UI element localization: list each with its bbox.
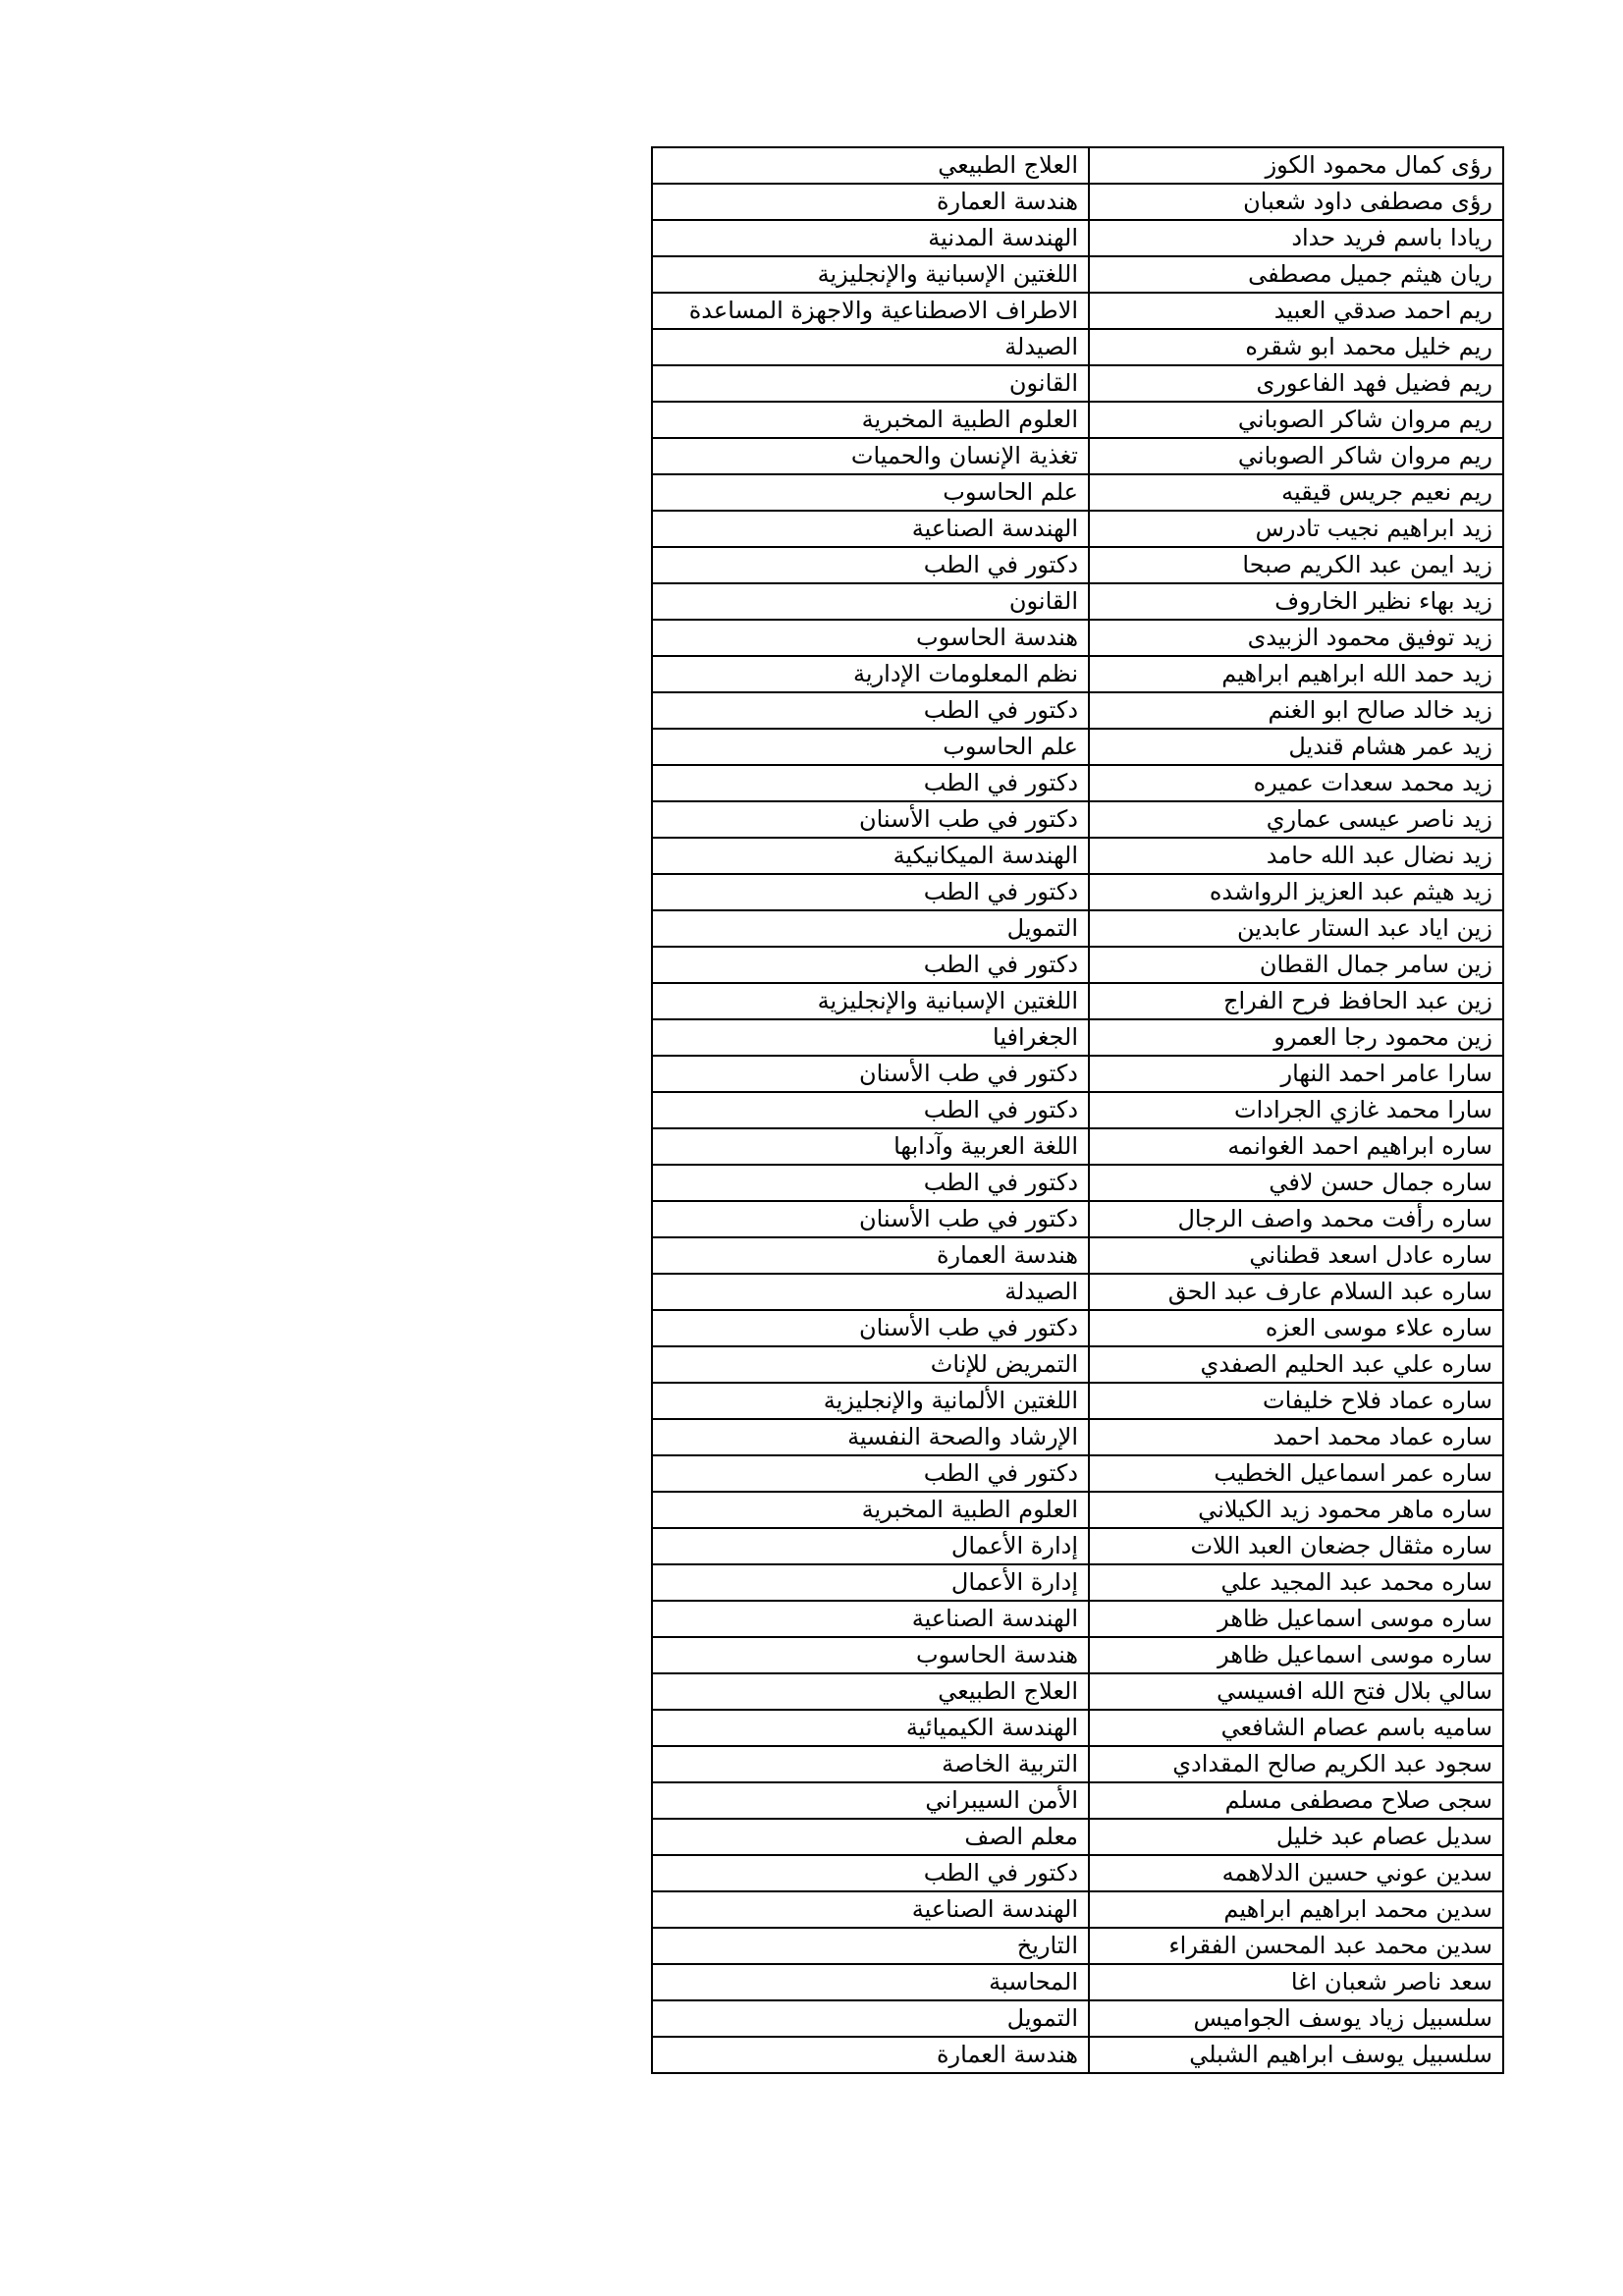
student-name-cell: ريم نعيم جريس قيقيه <box>1089 474 1503 511</box>
major-cell: الهندسة الصناعية <box>652 1601 1089 1637</box>
student-name-cell: ريم مروان شاكر الصوباني <box>1089 438 1503 474</box>
table-row <box>652 184 1503 220</box>
student-name-cell: ريان هيثم جميل مصطفى <box>1089 256 1503 293</box>
table-row <box>652 947 1503 983</box>
table-row <box>652 1019 1503 1056</box>
student-name-cell: ريم احمد صدقي العبيد <box>1089 293 1503 329</box>
table-row <box>652 1928 1503 1964</box>
student-name-cell: سديل عصام عبد خليل <box>1089 1819 1503 1855</box>
student-name-cell: ساره عماد فلاح خليفات <box>1089 1383 1503 1419</box>
major-cell: التمريض للإناث <box>652 1346 1089 1383</box>
students-table <box>651 146 1504 2074</box>
major-cell: دكتور في الطب <box>652 1455 1089 1492</box>
table-row <box>652 765 1503 801</box>
table-row <box>652 1819 1503 1855</box>
student-name-cell: زيد نضال عبد الله حامد <box>1089 838 1503 874</box>
table-row <box>652 1165 1503 1201</box>
student-name-cell: زيد ايمن عبد الكريم صبحا <box>1089 547 1503 583</box>
student-name-cell: زيد توفيق محمود الزبيدى <box>1089 620 1503 656</box>
major-cell: القانون <box>652 583 1089 620</box>
major-cell: العلاج الطبيعي <box>652 147 1089 184</box>
table-row <box>652 402 1503 438</box>
table-row <box>652 1710 1503 1746</box>
major-cell: العلوم الطبية المخبرية <box>652 402 1089 438</box>
student-name-cell: سارا محمد غازي الجرادات <box>1089 1092 1503 1128</box>
student-name-cell: رؤى كمال محمود الكوز <box>1089 147 1503 184</box>
major-cell: الاطراف الاصطناعية والاجهزة المساعدة <box>652 293 1089 329</box>
student-name-cell: زيد ناصر عيسى عماري <box>1089 801 1503 838</box>
table-row <box>652 838 1503 874</box>
major-cell: الجغرافيا <box>652 1019 1089 1056</box>
student-name-cell: ساره ماهر محمود زيد الكيلاني <box>1089 1492 1503 1528</box>
table-row <box>652 1201 1503 1237</box>
table-row <box>652 583 1503 620</box>
student-name-cell: سدين محمد عبد المحسن الفقراء <box>1089 1928 1503 1964</box>
table-row <box>652 1673 1503 1710</box>
student-name-cell: ساره جمال حسن لافي <box>1089 1165 1503 1201</box>
student-name-cell: ريم مروان شاكر الصوباني <box>1089 402 1503 438</box>
student-name-cell: زين سامر جمال القطان <box>1089 947 1503 983</box>
table-row <box>652 1891 1503 1928</box>
table-row <box>652 365 1503 402</box>
major-cell: هندسة العمارة <box>652 1237 1089 1274</box>
table-row <box>652 1237 1503 1274</box>
major-cell: علم الحاسوب <box>652 474 1089 511</box>
table-row <box>652 1419 1503 1455</box>
major-cell: الصيدلة <box>652 1274 1089 1310</box>
major-cell: دكتور في طب الأسنان <box>652 1201 1089 1237</box>
major-cell: هندسة العمارة <box>652 2037 1089 2073</box>
major-cell: اللغتين الألمانية والإنجليزية <box>652 1383 1089 1419</box>
student-name-cell: ساره عبد السلام عارف عبد الحق <box>1089 1274 1503 1310</box>
major-cell: هندسة الحاسوب <box>652 1637 1089 1673</box>
student-name-cell: ساره عماد محمد احمد <box>1089 1419 1503 1455</box>
table-row <box>652 1455 1503 1492</box>
table-row <box>652 1564 1503 1601</box>
major-cell: تغذية الإنسان والحميات <box>652 438 1089 474</box>
table-row <box>652 801 1503 838</box>
table-row <box>652 147 1503 184</box>
major-cell: العلوم الطبية المخبرية <box>652 1492 1089 1528</box>
student-name-cell: زين محمود رجا العمرو <box>1089 1019 1503 1056</box>
student-name-cell: زيد هيثم عبد العزيز الرواشده <box>1089 874 1503 910</box>
major-cell: اللغتين الإسبانية والإنجليزية <box>652 256 1089 293</box>
major-cell: دكتور في الطب <box>652 1165 1089 1201</box>
student-name-cell: ساره مثقال جضعان العبد اللات <box>1089 1528 1503 1564</box>
table-row <box>652 692 1503 729</box>
major-cell: علم الحاسوب <box>652 729 1089 765</box>
student-name-cell: ساره موسى اسماعيل ظاهر <box>1089 1637 1503 1673</box>
major-cell: التاريخ <box>652 1928 1089 1964</box>
major-cell: دكتور في الطب <box>652 874 1089 910</box>
table-row <box>652 2000 1503 2037</box>
student-name-cell: زين اياد عبد الستار عابدين <box>1089 910 1503 947</box>
table-row <box>652 1056 1503 1092</box>
student-name-cell: زيد حمد الله ابراهيم ابراهيم <box>1089 656 1503 692</box>
table-row <box>652 1383 1503 1419</box>
student-name-cell: رؤى مصطفى داود شعبان <box>1089 184 1503 220</box>
major-cell: دكتور في الطب <box>652 547 1089 583</box>
student-name-cell: زين عبد الحافظ فرح الفراج <box>1089 983 1503 1019</box>
table-row <box>652 1346 1503 1383</box>
table-row <box>652 1964 1503 2000</box>
student-name-cell: ساره علي عبد الحليم الصفدي <box>1089 1346 1503 1383</box>
student-name-cell: سجود عبد الكريم صالح المقدادي <box>1089 1746 1503 1782</box>
major-cell: اللغتين الإسبانية والإنجليزية <box>652 983 1089 1019</box>
student-name-cell: سعد ناصر شعبان اغا <box>1089 1964 1503 2000</box>
student-name-cell: ساره موسى اسماعيل ظاهر <box>1089 1601 1503 1637</box>
major-cell: دكتور في طب الأسنان <box>652 1056 1089 1092</box>
student-name-cell: ساره ابراهيم احمد الغوانمه <box>1089 1128 1503 1165</box>
student-name-cell: سلسبيل زياد يوسف الجواميس <box>1089 2000 1503 2037</box>
table-row <box>652 656 1503 692</box>
table-row <box>652 1092 1503 1128</box>
table-row <box>652 329 1503 365</box>
major-cell: الهندسة الميكانيكية <box>652 838 1089 874</box>
student-name-cell: سارا عامر احمد النهار <box>1089 1056 1503 1092</box>
major-cell: دكتور في الطب <box>652 947 1089 983</box>
student-name-cell: سالي بلال فتح الله افسيسي <box>1089 1673 1503 1710</box>
table-row <box>652 1782 1503 1819</box>
major-cell: الصيدلة <box>652 329 1089 365</box>
major-cell: الهندسة الصناعية <box>652 1891 1089 1928</box>
table-row <box>652 1528 1503 1564</box>
table-row <box>652 474 1503 511</box>
students-table-body <box>652 147 1503 2073</box>
major-cell: إدارة الأعمال <box>652 1564 1089 1601</box>
major-cell: دكتور في طب الأسنان <box>652 801 1089 838</box>
student-name-cell: سدين محمد ابراهيم ابراهيم <box>1089 1891 1503 1928</box>
major-cell: دكتور في الطب <box>652 1855 1089 1891</box>
major-cell: هندسة الحاسوب <box>652 620 1089 656</box>
student-name-cell: زيد عمر هشام قنديل <box>1089 729 1503 765</box>
major-cell: المحاسبة <box>652 1964 1089 2000</box>
student-name-cell: ساره عادل اسعد قطناني <box>1089 1237 1503 1274</box>
table-row <box>652 1746 1503 1782</box>
table-row <box>652 1128 1503 1165</box>
student-name-cell: ساره محمد عبد المجيد علي <box>1089 1564 1503 1601</box>
student-name-cell: ساره علاء موسى العزه <box>1089 1310 1503 1346</box>
major-cell: التمويل <box>652 910 1089 947</box>
table-row <box>652 983 1503 1019</box>
major-cell: الهندسة الصناعية <box>652 511 1089 547</box>
major-cell: إدارة الأعمال <box>652 1528 1089 1564</box>
major-cell: الهندسة المدنية <box>652 220 1089 256</box>
table-row <box>652 1310 1503 1346</box>
table-row <box>652 620 1503 656</box>
table-row <box>652 256 1503 293</box>
student-name-cell: سجى صلاح مصطفى مسلم <box>1089 1782 1503 1819</box>
major-cell: القانون <box>652 365 1089 402</box>
major-cell: هندسة العمارة <box>652 184 1089 220</box>
major-cell: دكتور في طب الأسنان <box>652 1310 1089 1346</box>
major-cell: دكتور في الطب <box>652 765 1089 801</box>
major-cell: الهندسة الكيميائية <box>652 1710 1089 1746</box>
table-row <box>652 910 1503 947</box>
major-cell: دكتور في الطب <box>652 692 1089 729</box>
table-row <box>652 1492 1503 1528</box>
table-row <box>652 220 1503 256</box>
student-name-cell: زيد بهاء نظير الخاروف <box>1089 583 1503 620</box>
table-row <box>652 1601 1503 1637</box>
student-name-cell: زيد ابراهيم نجيب تادرس <box>1089 511 1503 547</box>
table-row <box>652 1274 1503 1310</box>
student-name-cell: ساره عمر اسماعيل الخطيب <box>1089 1455 1503 1492</box>
student-name-cell: ريم فضيل فهد الفاعورى <box>1089 365 1503 402</box>
student-name-cell: سدين عوني حسين الدلاهمه <box>1089 1855 1503 1891</box>
student-name-cell: زيد محمد سعدات عميره <box>1089 765 1503 801</box>
table-row <box>652 293 1503 329</box>
table-row <box>652 438 1503 474</box>
major-cell: اللغة العربية وآدابها <box>652 1128 1089 1165</box>
student-name-cell: زيد خالد صالح ابو الغنم <box>1089 692 1503 729</box>
major-cell: معلم الصف <box>652 1819 1089 1855</box>
major-cell: العلاج الطبيعي <box>652 1673 1089 1710</box>
major-cell: التمويل <box>652 2000 1089 2037</box>
major-cell: الأمن السيبراني <box>652 1782 1089 1819</box>
major-cell: نظم المعلومات الإدارية <box>652 656 1089 692</box>
table-row <box>652 1637 1503 1673</box>
student-name-cell: ريادا باسم فريد حداد <box>1089 220 1503 256</box>
major-cell: التربية الخاصة <box>652 1746 1089 1782</box>
table-row <box>652 1855 1503 1891</box>
table-row <box>652 2037 1503 2073</box>
student-name-cell: ساره رأفت محمد واصف الرجال <box>1089 1201 1503 1237</box>
student-name-cell: ريم خليل محمد ابو شقره <box>1089 329 1503 365</box>
student-name-cell: ساميه باسم عصام الشافعي <box>1089 1710 1503 1746</box>
table-row <box>652 874 1503 910</box>
table-row <box>652 511 1503 547</box>
major-cell: الإرشاد والصحة النفسية <box>652 1419 1089 1455</box>
table-row <box>652 729 1503 765</box>
student-name-cell: سلسبيل يوسف ابراهيم الشبلي <box>1089 2037 1503 2073</box>
major-cell: دكتور في الطب <box>652 1092 1089 1128</box>
table-row <box>652 547 1503 583</box>
